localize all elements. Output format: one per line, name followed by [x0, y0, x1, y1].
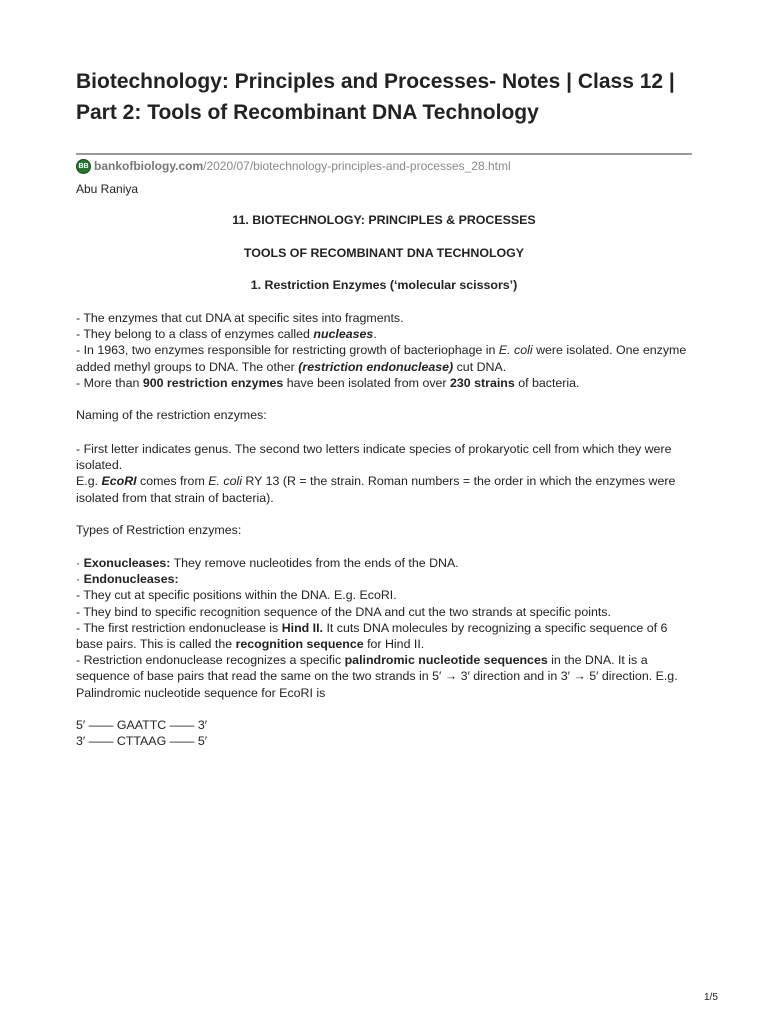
intro-line-4: - More than 900 restriction enzymes have been isolated from over 230 strains of bacteria.: [76, 375, 580, 390]
subsection-heading: 1. Restriction Enzymes (‘molecular scissors’): [250, 278, 518, 292]
page-title: Biotechnology: Principles and Processes- Notes | Class 12 | Part 2: Tools of Recombinant DNA Technology: [76, 70, 675, 124]
title-divider: [76, 153, 692, 155]
types-line-5: - The first restriction endonuclease is Hind II. It cuts DNA molecules by recognizing a specific sequence of 6 base pairs. This is called the recognition sequence for Hind II.: [76, 620, 668, 652]
section-heading: TOOLS OF RECOMBINANT DNA TECHNOLOGY: [243, 246, 525, 260]
types-paragraph: [76, 555, 692, 701]
sequence-bottom-strand: 3′ —— CTTAAG —— 5′: [76, 734, 208, 749]
author-name: Abu Raniya: [76, 182, 139, 196]
types-line-1: · Exonucleases: They remove nucleotides from the ends of the DNA.: [76, 556, 459, 570]
intro-paragraph: [76, 310, 692, 391]
intro-line-3: - In 1963, two enzymes responsible for restricting growth of bacteriophage in E. coli were isolated. One enzyme added methyl groups to DNA. The other (restriction endonuclease) cut DNA.: [76, 343, 687, 374]
naming-line-1: - First letter indicates genus. The second two letters indicate species of prokaryotic cell from which they were isolated.: [76, 442, 672, 473]
naming-heading: Naming of the restriction enzymes:: [76, 408, 267, 422]
site-favicon-icon: BB: [76, 159, 91, 174]
types-line-3: - They cut at specific positions within the DNA. E.g. EcoRI.: [76, 588, 397, 603]
intro-line-1: - The enzymes that cut DNA at specific sites into fragments.: [76, 311, 404, 325]
chapter-heading: 11. BIOTECHNOLOGY: PRINCIPLES & PROCESSES: [232, 213, 536, 227]
types-line-6: - Restriction endonuclease recognizes a specific palindromic nucleotide sequences in the DNA. It is a sequence of base pairs that read the same on the two strands in 5′ → 3′ direction and in 3′ → 5′ direction. E.g. Palindromic nucleotide sequence for EcoRI is: [76, 653, 678, 700]
types-line-4: - They bind to specific recognition sequence of the DNA and cut the two strands at specific points.: [76, 604, 611, 619]
types-heading: Types of Restriction enzymes:: [76, 523, 242, 537]
types-line-2: · Endonucleases:: [76, 572, 179, 587]
intro-line-2: - They belong to a class of enzymes called nucleases.: [76, 327, 377, 342]
source-path[interactable]: /2020/07/biotechnology-principles-and-processes_28.html: [203, 159, 511, 173]
source-link[interactable]: [76, 158, 511, 174]
naming-paragraph: [76, 441, 692, 506]
naming-line-2: E.g. EcoRI comes from E. coli RY 13 (R = the strain. Roman numbers = the order in which the enzymes were isolated from that strain of bacteria).: [76, 474, 676, 505]
sequence-top-strand: 5′ —— GAATTC —— 3′: [76, 718, 208, 732]
palindrome-sequence: [76, 717, 692, 749]
source-domain[interactable]: bankofbiology.com: [94, 159, 204, 173]
page-number: 1/5: [704, 992, 718, 1003]
